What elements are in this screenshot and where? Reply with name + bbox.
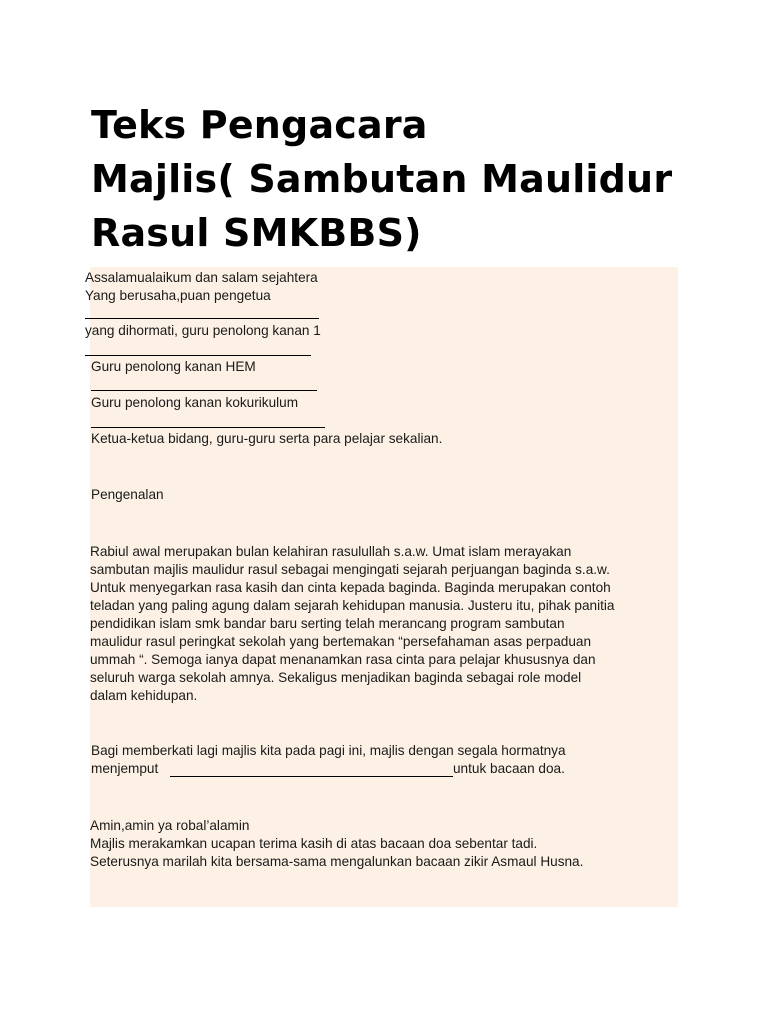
greeting-line: yang dihormati, guru penolong kanan 1 [85, 323, 321, 338]
greeting-line: Yang berusaha,puan pengetua [85, 288, 271, 303]
blank-fill-line [170, 776, 453, 777]
blank-fill-line [91, 390, 317, 391]
document-title [91, 98, 691, 260]
blank-fill-line [85, 318, 319, 319]
greeting-line: Ketua-ketua bidang, guru-guru serta para pelajar sekalian. [91, 431, 443, 446]
paragraph-line: seluruh warga sekolah amnya. Sekaligus menjadikan baginda sebagai role model [90, 670, 582, 685]
paragraph-line: ummah “. Semoga ianya dapat menanamkan rasa cinta para pelajar khususnya dan [90, 652, 596, 667]
title-line-2: Majlis( Sambutan Maulidur [91, 157, 673, 201]
paragraph-line: Majlis merakamkan ucapan terima kasih di atas bacaan doa sebentar tadi. [90, 836, 538, 851]
intro-paragraph [90, 543, 680, 705]
greeting-line: Guru penolong kanan HEM [91, 359, 256, 374]
greeting-line: Assalamualaikum dan salam sejahtera [85, 270, 318, 285]
paragraph-line: Rabiul awal merupakan bulan kelahiran rasulullah s.a.w. Umat islam merayakan [90, 544, 572, 559]
paragraph-line: Untuk menyegarkan rasa kasih dan cinta kepada baginda. Baginda merupakan contoh [90, 580, 611, 595]
paragraph-line: Seterusnya marilah kita bersama-sama mengalunkan bacaan zikir Asmaul Husna. [90, 854, 584, 869]
blank-fill-line [91, 427, 325, 428]
title-line-3: Rasul SMKBBS) [91, 211, 422, 255]
greeting-line: Guru penolong kanan kokurikulum [91, 395, 299, 410]
blank-fill-line [85, 355, 311, 356]
closing-paragraph [90, 817, 680, 871]
title-line-1: Teks Pengacara [91, 103, 428, 147]
paragraph-line: Amin,amin ya robal’alamin [90, 818, 250, 833]
paragraph-line: maulidur rasul peringkat sekolah yang bertemakan “persefahaman asas perpaduan [90, 634, 592, 649]
doa-line-suffix: untuk bacaan doa. [453, 761, 565, 776]
doa-line: Bagi memberkati lagi majlis kita pada pagi ini, majlis dengan segala hormatnya [91, 743, 566, 758]
paragraph-line: sambutan majlis maulidur rasul sebagai mengingati sejarah perjuangan baginda s.a.w. [90, 562, 610, 577]
section-heading: Pengenalan [91, 487, 164, 502]
doa-line-prefix: menjemput [91, 761, 159, 776]
paragraph-line: pendidikan islam smk bandar baru serting telah merancang program sambutan [90, 616, 565, 631]
paragraph-line: dalam kehidupan. [90, 688, 198, 703]
paragraph-line: teladan yang paling agung dalam sejarah kehidupan manusia. Justeru itu, pihak panitia [90, 598, 615, 613]
